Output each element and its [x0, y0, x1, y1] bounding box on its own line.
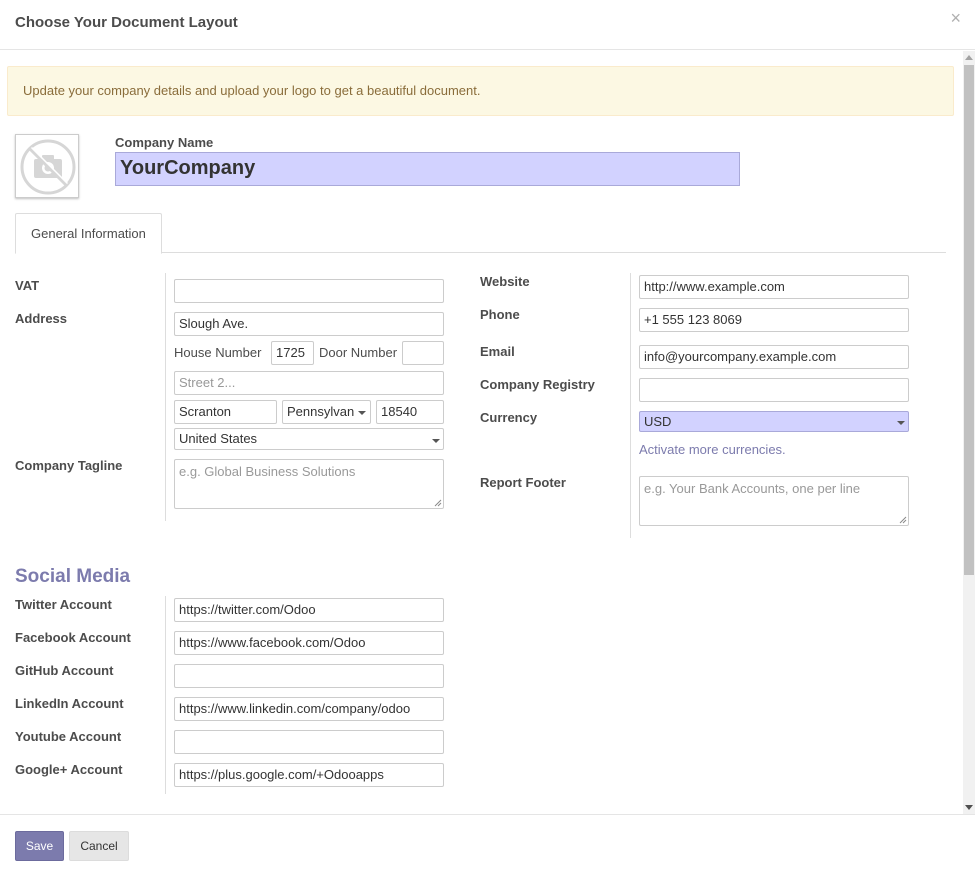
- currency-chevron-down-icon: [897, 421, 905, 425]
- address-label: Address: [15, 311, 68, 326]
- save-button[interactable]: Save: [15, 831, 64, 861]
- youtube-input[interactable]: [174, 730, 444, 754]
- country-value: United States: [179, 431, 258, 446]
- state-chevron-down-icon: [358, 411, 366, 415]
- youtube-label: Youtube Account: [15, 729, 122, 744]
- twitter-input[interactable]: https://twitter.com/Odoo: [174, 598, 444, 622]
- scrollbar-thumb[interactable]: [964, 65, 974, 575]
- scroll-up-arrow-icon[interactable]: [965, 55, 973, 60]
- github-label: GitHub Account: [15, 663, 114, 678]
- cancel-button[interactable]: Cancel: [69, 831, 129, 861]
- website-input[interactable]: http://www.example.com: [639, 275, 909, 299]
- company-name-input[interactable]: YourCompany: [115, 152, 740, 186]
- right-column-divider: [630, 273, 631, 538]
- currency-select[interactable]: [639, 411, 909, 432]
- state-value: Pennsylvan: [287, 404, 355, 419]
- dialog-body: [0, 51, 963, 814]
- house-number-label: House Number: [174, 345, 262, 360]
- zip-input[interactable]: 18540: [376, 400, 444, 424]
- dialog-footer: [0, 814, 975, 874]
- info-alert: Update your company details and upload your logo to get a beautiful document.: [7, 66, 954, 116]
- tab-general-information[interactable]: General Information: [15, 213, 162, 254]
- report-footer-label: Report Footer: [480, 475, 566, 490]
- website-label: Website: [480, 274, 530, 289]
- company-registry-input[interactable]: [639, 378, 909, 402]
- tagline-textarea[interactable]: [174, 459, 444, 509]
- company-name-label: Company Name: [115, 135, 214, 150]
- resize-grip-icon[interactable]: [434, 499, 442, 507]
- googleplus-label: Google+ Account: [15, 762, 123, 777]
- dialog-title: Choose Your Document Layout: [15, 14, 238, 31]
- scroll-down-arrow-icon[interactable]: [965, 805, 973, 810]
- door-number-label: Door Number: [319, 345, 398, 360]
- close-icon[interactable]: ×: [950, 8, 961, 28]
- city-input[interactable]: Scranton: [174, 400, 277, 424]
- github-input[interactable]: [174, 664, 444, 688]
- report-footer-textarea[interactable]: [639, 476, 909, 526]
- door-number-input[interactable]: [402, 341, 444, 365]
- googleplus-input[interactable]: https://plus.google.com/+Odooapps: [174, 763, 444, 787]
- street-input[interactable]: Slough Ave.: [174, 312, 444, 336]
- twitter-label: Twitter Account: [15, 597, 112, 612]
- vat-label: VAT: [15, 278, 40, 293]
- phone-input[interactable]: +1 555 123 8069: [639, 308, 909, 332]
- dialog-scrollbar[interactable]: [963, 51, 975, 814]
- social-media-title: Social Media: [15, 566, 131, 587]
- currency-label: Currency: [480, 410, 538, 425]
- camera-placeholder-icon: [19, 138, 77, 196]
- company-logo-upload[interactable]: [15, 134, 79, 198]
- left-column-divider: [165, 273, 166, 521]
- tagline-placeholder: e.g. Global Business Solutions: [179, 464, 356, 479]
- dialog-header: [0, 0, 975, 50]
- company-registry-label: Company Registry: [480, 377, 595, 392]
- email-label: Email: [480, 344, 515, 359]
- facebook-input[interactable]: https://www.facebook.com/Odoo: [174, 631, 444, 655]
- facebook-label: Facebook Account: [15, 630, 131, 645]
- country-chevron-down-icon: [432, 439, 440, 443]
- house-number-input[interactable]: 1725: [271, 341, 314, 365]
- country-select[interactable]: [174, 428, 444, 450]
- resize-grip-icon[interactable]: [899, 516, 907, 524]
- currency-value: USD: [644, 414, 672, 429]
- linkedin-label: LinkedIn Account: [15, 696, 124, 711]
- report-footer-placeholder: e.g. Your Bank Accounts, one per line: [644, 481, 861, 496]
- email-input[interactable]: info@yourcompany.example.com: [639, 345, 909, 369]
- linkedin-input[interactable]: https://www.linkedin.com/company/odoo: [174, 697, 444, 721]
- vat-input[interactable]: [174, 279, 444, 303]
- social-column-divider: [165, 596, 166, 794]
- street2-input[interactable]: Street 2...: [174, 371, 444, 395]
- activate-currencies-link[interactable]: Activate more currencies.: [639, 442, 786, 457]
- tagline-label: Company Tagline: [15, 458, 123, 473]
- phone-label: Phone: [480, 307, 520, 322]
